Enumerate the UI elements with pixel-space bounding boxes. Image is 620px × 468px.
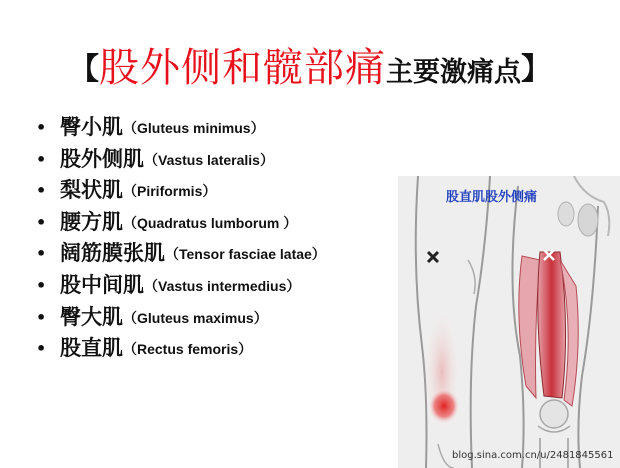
muscle-name-cn: 臀小肌 xyxy=(60,115,123,139)
bullet-icon: • xyxy=(36,244,47,264)
list-item xyxy=(36,238,326,270)
rectus-femoris xyxy=(538,252,566,398)
list-item xyxy=(36,302,326,334)
patella xyxy=(540,400,568,428)
title-main: 股外侧和髋部痛 xyxy=(99,45,386,91)
list-item xyxy=(36,175,326,207)
muscle-name-cn: 臀大肌 xyxy=(60,304,123,329)
bullet-icon: • xyxy=(36,118,47,137)
muscle-name-cn: 股外侧肌 xyxy=(60,146,144,171)
muscle-name-en: （Rectus femoris） xyxy=(123,341,253,358)
title-close-bracket: 】 xyxy=(521,52,551,87)
leg-outline-left-inner xyxy=(471,176,490,468)
muscle-name-cn: 股直肌 xyxy=(60,336,123,361)
list-item xyxy=(36,112,326,144)
watermark: blog.sina.com.cn/u/2481845561 xyxy=(452,450,614,461)
title-open-bracket: 【 xyxy=(69,52,99,87)
list-item xyxy=(36,333,326,365)
muscle-name-en: （Vastus intermedius） xyxy=(144,277,301,294)
muscle-name-cn: 股中间肌 xyxy=(60,272,144,297)
figure-label: 股直肌股外侧痛 xyxy=(446,190,538,205)
list-item xyxy=(36,144,326,176)
muscle-name-en: （Quadratus lumborum ） xyxy=(123,214,298,231)
muscle-name-cn: 阔筋膜张肌 xyxy=(60,241,165,266)
muscle-name-en: （Gluteus maximus） xyxy=(123,309,268,326)
list-item xyxy=(36,207,326,239)
bullet-icon: • xyxy=(36,307,47,327)
pain-zone-knee xyxy=(428,388,460,424)
slide-title xyxy=(0,36,620,93)
muscle-name-cn: 腰方肌 xyxy=(60,209,123,234)
bullet-icon: • xyxy=(36,212,47,232)
muscle-name-en: （Vastus lateralis） xyxy=(144,151,274,168)
muscle-list xyxy=(36,112,326,365)
muscle-name-en: （Gluteus minimus） xyxy=(123,120,265,136)
anatomy-figure xyxy=(398,176,620,468)
bullet-icon: • xyxy=(36,339,47,359)
muscle-name-en: （Tensor fasciae latae） xyxy=(165,246,326,263)
trigger-point-icon xyxy=(428,252,438,262)
muscle-name-en: （Piriformis） xyxy=(123,183,217,200)
muscle-name-cn: 梨状肌 xyxy=(60,178,123,203)
bullet-icon: • xyxy=(36,149,47,169)
title-suffix: 主要激痛点 xyxy=(386,57,521,88)
list-item xyxy=(36,270,326,302)
bullet-icon: • xyxy=(36,275,47,295)
leg-outline-left xyxy=(416,176,427,468)
thigh-illustration xyxy=(398,176,620,468)
bullet-icon: • xyxy=(36,181,47,201)
